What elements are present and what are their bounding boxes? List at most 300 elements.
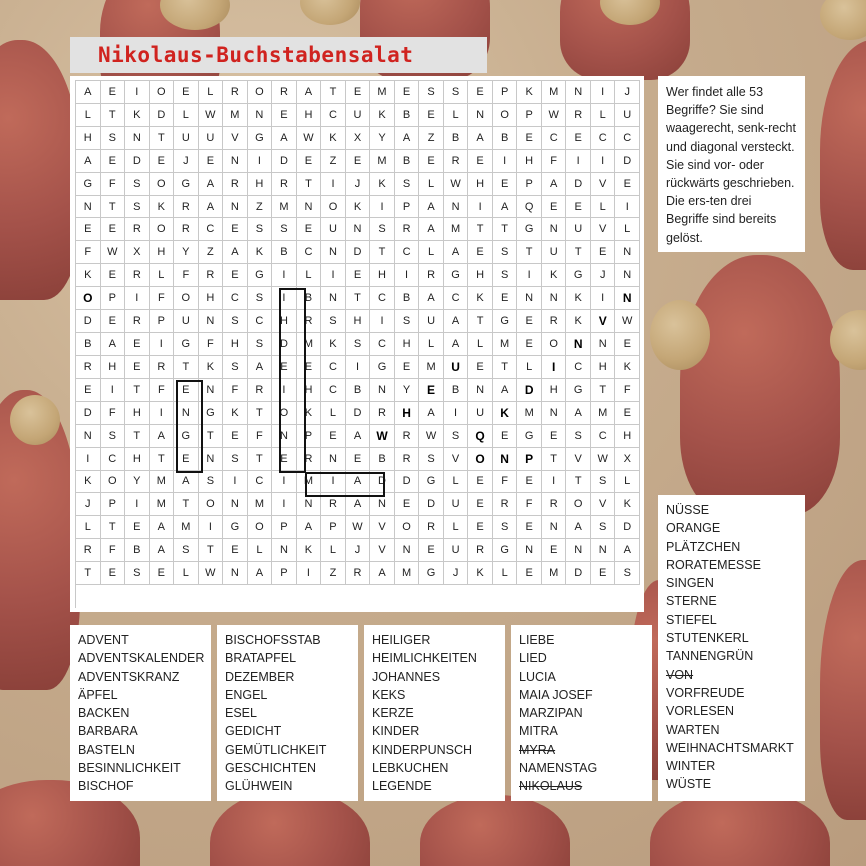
grid-cell[interactable]: A xyxy=(150,516,175,539)
grid-cell[interactable]: S xyxy=(223,448,248,471)
grid-cell[interactable]: Q xyxy=(468,425,493,448)
grid-cell[interactable]: T xyxy=(468,310,493,333)
grid-cell[interactable]: R xyxy=(566,104,591,127)
grid-cell[interactable]: E xyxy=(272,448,297,471)
grid-cell[interactable]: T xyxy=(76,562,101,585)
grid-cell[interactable]: M xyxy=(272,196,297,219)
grid-cell[interactable]: A xyxy=(297,516,322,539)
grid-cell[interactable]: E xyxy=(542,425,567,448)
grid-cell[interactable]: Y xyxy=(370,127,395,150)
grid-cell[interactable]: E xyxy=(419,379,444,402)
grid-cell[interactable]: M xyxy=(297,333,322,356)
grid-cell[interactable]: I xyxy=(517,264,542,287)
grid-cell[interactable]: E xyxy=(517,310,542,333)
grid-cell[interactable]: A xyxy=(248,562,273,585)
grid-cell[interactable]: T xyxy=(297,173,322,196)
grid-cell[interactable]: N xyxy=(591,539,616,562)
grid-cell[interactable]: E xyxy=(150,562,175,585)
grid-cell[interactable]: E xyxy=(101,218,126,241)
grid-cell[interactable]: E xyxy=(223,264,248,287)
grid-cell[interactable]: B xyxy=(395,287,420,310)
grid-cell[interactable]: R xyxy=(174,196,199,219)
grid-cell[interactable]: S xyxy=(321,310,346,333)
grid-cell[interactable]: N xyxy=(542,287,567,310)
grid-cell[interactable]: X xyxy=(615,448,640,471)
grid-cell[interactable]: A xyxy=(419,287,444,310)
grid-cell[interactable]: J xyxy=(346,539,371,562)
grid-cell[interactable]: O xyxy=(542,333,567,356)
grid-cell[interactable]: O xyxy=(174,287,199,310)
grid-cell[interactable]: K xyxy=(370,104,395,127)
grid-cell[interactable]: A xyxy=(248,356,273,379)
grid-cell[interactable]: O xyxy=(321,196,346,219)
grid-cell[interactable]: L xyxy=(419,173,444,196)
grid-cell[interactable]: E xyxy=(321,425,346,448)
grid-cell[interactable]: C xyxy=(248,471,273,494)
grid-cell[interactable]: H xyxy=(395,402,420,425)
grid-cell[interactable]: S xyxy=(199,471,224,494)
grid-cell[interactable]: K xyxy=(199,356,224,379)
grid-cell[interactable]: S xyxy=(419,448,444,471)
grid-cell[interactable]: K xyxy=(297,539,322,562)
grid-cell[interactable]: L xyxy=(76,516,101,539)
grid-cell[interactable]: T xyxy=(591,379,616,402)
grid-cell[interactable]: L xyxy=(321,402,346,425)
grid-cell[interactable]: N xyxy=(223,493,248,516)
grid-cell[interactable]: H xyxy=(468,264,493,287)
grid-cell[interactable]: R xyxy=(297,448,322,471)
grid-cell[interactable]: C xyxy=(370,333,395,356)
grid-cell[interactable]: K xyxy=(517,81,542,104)
grid-cell[interactable]: R xyxy=(199,264,224,287)
grid-cell[interactable]: E xyxy=(346,150,371,173)
grid-cell[interactable]: E xyxy=(174,448,199,471)
grid-cell[interactable]: N xyxy=(199,310,224,333)
grid-cell[interactable]: C xyxy=(591,425,616,448)
grid-cell[interactable]: E xyxy=(395,356,420,379)
grid-cell[interactable]: Q xyxy=(517,196,542,219)
grid-cell[interactable]: N xyxy=(76,425,101,448)
grid-cell[interactable]: E xyxy=(101,81,126,104)
grid-cell[interactable]: A xyxy=(272,127,297,150)
grid-cell[interactable]: V xyxy=(444,448,469,471)
grid-cell[interactable]: V xyxy=(591,218,616,241)
grid-cell[interactable]: S xyxy=(125,562,150,585)
grid-cell[interactable]: E xyxy=(517,127,542,150)
grid-cell[interactable]: A xyxy=(395,127,420,150)
grid-cell[interactable]: I xyxy=(125,81,150,104)
grid-cell[interactable]: H xyxy=(223,333,248,356)
grid-cell[interactable]: M xyxy=(419,356,444,379)
grid-cell[interactable]: J xyxy=(346,173,371,196)
grid-cell[interactable]: P xyxy=(517,104,542,127)
grid-cell[interactable]: T xyxy=(150,127,175,150)
grid-cell[interactable]: L xyxy=(297,264,322,287)
grid-cell[interactable]: C xyxy=(297,241,322,264)
grid-cell[interactable]: M xyxy=(174,516,199,539)
grid-cell[interactable]: T xyxy=(174,493,199,516)
grid-cell[interactable]: G xyxy=(419,471,444,494)
grid-cell[interactable]: P xyxy=(321,516,346,539)
grid-cell[interactable]: S xyxy=(248,218,273,241)
grid-cell[interactable]: I xyxy=(395,264,420,287)
grid-cell[interactable]: K xyxy=(76,471,101,494)
grid-cell[interactable]: S xyxy=(444,81,469,104)
grid-cell[interactable]: L xyxy=(321,539,346,562)
grid-cell[interactable]: L xyxy=(419,241,444,264)
grid-cell[interactable]: E xyxy=(101,562,126,585)
grid-cell[interactable]: E xyxy=(542,539,567,562)
grid-cell[interactable]: U xyxy=(174,310,199,333)
grid-cell[interactable]: K xyxy=(223,402,248,425)
grid-cell[interactable]: M xyxy=(542,81,567,104)
grid-cell[interactable]: T xyxy=(493,218,518,241)
grid-cell[interactable]: K xyxy=(125,104,150,127)
grid-cell[interactable]: S xyxy=(395,173,420,196)
grid-cell[interactable]: E xyxy=(419,104,444,127)
grid-cell[interactable]: G xyxy=(174,173,199,196)
grid-cell[interactable]: G xyxy=(517,218,542,241)
grid-cell[interactable]: C xyxy=(248,310,273,333)
grid-cell[interactable]: F xyxy=(615,379,640,402)
grid-cell[interactable]: E xyxy=(346,264,371,287)
grid-cell[interactable]: B xyxy=(125,539,150,562)
grid-cell[interactable]: I xyxy=(370,310,395,333)
grid-cell[interactable]: C xyxy=(223,287,248,310)
grid-cell[interactable]: A xyxy=(444,241,469,264)
grid-cell[interactable]: U xyxy=(566,218,591,241)
grid-cell[interactable]: M xyxy=(150,493,175,516)
grid-cell[interactable]: E xyxy=(566,196,591,219)
grid-cell[interactable]: T xyxy=(517,241,542,264)
grid-cell[interactable]: K xyxy=(493,402,518,425)
grid-cell[interactable]: E xyxy=(517,471,542,494)
grid-cell[interactable]: N xyxy=(76,196,101,219)
grid-cell[interactable]: P xyxy=(101,493,126,516)
grid-cell[interactable]: L xyxy=(76,104,101,127)
grid-cell[interactable]: R xyxy=(444,150,469,173)
grid-cell[interactable]: N xyxy=(444,196,469,219)
grid-cell[interactable]: N xyxy=(468,104,493,127)
grid-cell[interactable]: I xyxy=(76,448,101,471)
grid-cell[interactable]: N xyxy=(615,287,640,310)
grid-cell[interactable]: Y xyxy=(174,241,199,264)
grid-cell[interactable]: K xyxy=(468,287,493,310)
grid-cell[interactable]: E xyxy=(125,516,150,539)
grid-cell[interactable]: O xyxy=(199,493,224,516)
grid-cell[interactable]: I xyxy=(566,150,591,173)
grid-cell[interactable]: I xyxy=(321,264,346,287)
grid-cell[interactable]: I xyxy=(297,562,322,585)
grid-cell[interactable]: Z xyxy=(321,562,346,585)
grid-cell[interactable]: N xyxy=(566,81,591,104)
grid-cell[interactable]: B xyxy=(297,287,322,310)
grid-cell[interactable]: I xyxy=(199,516,224,539)
grid-cell[interactable]: C xyxy=(370,287,395,310)
grid-cell[interactable]: U xyxy=(615,104,640,127)
grid-cell[interactable]: O xyxy=(272,402,297,425)
grid-cell[interactable]: C xyxy=(615,127,640,150)
grid-cell[interactable]: E xyxy=(346,448,371,471)
grid-cell[interactable]: I xyxy=(591,150,616,173)
grid-cell[interactable]: I xyxy=(615,196,640,219)
grid-cell[interactable]: T xyxy=(566,241,591,264)
grid-cell[interactable]: K xyxy=(76,264,101,287)
grid-cell[interactable]: N xyxy=(542,402,567,425)
grid-cell[interactable]: H xyxy=(125,402,150,425)
grid-cell[interactable]: C xyxy=(321,356,346,379)
grid-cell[interactable]: E xyxy=(101,264,126,287)
grid-cell[interactable]: E xyxy=(223,218,248,241)
grid-cell[interactable]: M xyxy=(150,471,175,494)
grid-cell[interactable]: D xyxy=(76,310,101,333)
grid-cell[interactable]: N xyxy=(395,539,420,562)
grid-cell[interactable]: A xyxy=(199,196,224,219)
grid-cell[interactable]: C xyxy=(321,379,346,402)
grid-cell[interactable]: W xyxy=(444,173,469,196)
grid-cell[interactable]: D xyxy=(76,402,101,425)
grid-cell[interactable]: L xyxy=(248,539,273,562)
grid-cell[interactable]: H xyxy=(346,310,371,333)
grid-cell[interactable]: T xyxy=(125,425,150,448)
grid-cell[interactable]: D xyxy=(615,150,640,173)
grid-cell[interactable]: F xyxy=(150,287,175,310)
grid-cell[interactable]: A xyxy=(566,402,591,425)
grid-cell[interactable]: R xyxy=(468,539,493,562)
grid-cell[interactable]: V xyxy=(566,448,591,471)
grid-cell[interactable]: Z xyxy=(199,241,224,264)
grid-cell[interactable]: I xyxy=(150,333,175,356)
grid-cell[interactable]: I xyxy=(272,264,297,287)
grid-cell[interactable]: E xyxy=(615,333,640,356)
grid-cell[interactable]: G xyxy=(76,173,101,196)
grid-cell[interactable]: R xyxy=(125,310,150,333)
grid-cell[interactable]: E xyxy=(542,196,567,219)
grid-cell[interactable]: I xyxy=(272,379,297,402)
grid-cell[interactable]: A xyxy=(542,173,567,196)
grid-cell[interactable]: T xyxy=(101,196,126,219)
grid-cell[interactable]: R xyxy=(125,264,150,287)
grid-cell[interactable]: E xyxy=(468,150,493,173)
grid-cell[interactable]: B xyxy=(272,241,297,264)
grid-cell[interactable]: E xyxy=(517,333,542,356)
grid-cell[interactable]: E xyxy=(419,150,444,173)
grid-cell[interactable]: A xyxy=(370,562,395,585)
grid-cell[interactable]: S xyxy=(346,333,371,356)
grid-cell[interactable]: E xyxy=(223,425,248,448)
grid-cell[interactable]: D xyxy=(566,173,591,196)
grid-cell[interactable]: C xyxy=(542,127,567,150)
grid-cell[interactable]: E xyxy=(566,127,591,150)
grid-cell[interactable]: M xyxy=(395,562,420,585)
grid-cell[interactable]: H xyxy=(468,173,493,196)
grid-cell[interactable]: B xyxy=(395,150,420,173)
grid-cell[interactable]: V xyxy=(370,516,395,539)
grid-cell[interactable]: N xyxy=(346,218,371,241)
grid-cell[interactable]: I xyxy=(346,356,371,379)
grid-cell[interactable]: I xyxy=(223,471,248,494)
grid-cell[interactable]: O xyxy=(101,471,126,494)
grid-cell[interactable]: E xyxy=(493,287,518,310)
grid-cell[interactable]: U xyxy=(346,104,371,127)
grid-cell[interactable]: D xyxy=(566,562,591,585)
grid-cell[interactable]: N xyxy=(517,287,542,310)
grid-cell[interactable]: K xyxy=(615,356,640,379)
grid-cell[interactable]: J xyxy=(591,264,616,287)
grid-cell[interactable]: F xyxy=(493,471,518,494)
grid-cell[interactable]: S xyxy=(125,196,150,219)
grid-cell[interactable]: D xyxy=(517,379,542,402)
grid-cell[interactable]: P xyxy=(395,196,420,219)
grid-cell[interactable]: T xyxy=(199,539,224,562)
grid-cell[interactable]: S xyxy=(125,173,150,196)
grid-cell[interactable]: K xyxy=(150,196,175,219)
grid-cell[interactable]: S xyxy=(174,539,199,562)
grid-cell[interactable]: A xyxy=(76,150,101,173)
grid-cell[interactable]: H xyxy=(272,310,297,333)
grid-cell[interactable]: I xyxy=(542,471,567,494)
grid-cell[interactable]: N xyxy=(517,539,542,562)
grid-cell[interactable]: U xyxy=(321,218,346,241)
grid-cell[interactable]: D xyxy=(150,104,175,127)
grid-cell[interactable]: R xyxy=(150,356,175,379)
grid-cell[interactable]: S xyxy=(395,310,420,333)
grid-cell[interactable]: H xyxy=(591,356,616,379)
grid-cell[interactable]: F xyxy=(174,264,199,287)
grid-cell[interactable]: E xyxy=(395,81,420,104)
grid-cell[interactable]: U xyxy=(444,539,469,562)
grid-cell[interactable]: A xyxy=(346,493,371,516)
grid-cell[interactable]: A xyxy=(419,218,444,241)
grid-cell[interactable]: R xyxy=(272,173,297,196)
grid-cell[interactable]: O xyxy=(248,81,273,104)
grid-cell[interactable]: P xyxy=(150,310,175,333)
grid-cell[interactable]: M xyxy=(297,471,322,494)
grid-cell[interactable]: E xyxy=(297,150,322,173)
grid-cell[interactable]: S xyxy=(248,333,273,356)
grid-cell[interactable]: I xyxy=(468,196,493,219)
grid-cell[interactable]: M xyxy=(591,402,616,425)
grid-cell[interactable]: G xyxy=(517,425,542,448)
grid-cell[interactable]: T xyxy=(174,356,199,379)
grid-cell[interactable]: B xyxy=(370,448,395,471)
grid-cell[interactable]: P xyxy=(272,562,297,585)
grid-cell[interactable]: N xyxy=(591,333,616,356)
grid-cell[interactable]: W xyxy=(615,310,640,333)
grid-cell[interactable]: N xyxy=(125,127,150,150)
grid-cell[interactable]: E xyxy=(76,218,101,241)
grid-cell[interactable]: B xyxy=(76,333,101,356)
grid-cell[interactable]: L xyxy=(444,104,469,127)
grid-cell[interactable]: R xyxy=(297,310,322,333)
grid-cell[interactable]: E xyxy=(591,562,616,585)
grid-cell[interactable]: S xyxy=(493,264,518,287)
grid-cell[interactable]: N xyxy=(542,516,567,539)
grid-cell[interactable]: R xyxy=(493,493,518,516)
grid-cell[interactable]: S xyxy=(101,425,126,448)
grid-cell[interactable]: N xyxy=(615,264,640,287)
grid-cell[interactable]: K xyxy=(566,310,591,333)
grid-cell[interactable]: L xyxy=(174,104,199,127)
grid-cell[interactable]: H xyxy=(248,173,273,196)
grid-cell[interactable]: I xyxy=(272,493,297,516)
grid-cell[interactable]: K xyxy=(468,562,493,585)
grid-cell[interactable]: U xyxy=(444,493,469,516)
grid-cell[interactable]: K xyxy=(346,196,371,219)
grid-cell[interactable]: R xyxy=(346,562,371,585)
grid-cell[interactable]: I xyxy=(493,150,518,173)
grid-cell[interactable]: R xyxy=(395,425,420,448)
grid-cell[interactable]: P xyxy=(517,448,542,471)
grid-cell[interactable]: T xyxy=(468,218,493,241)
grid-cell[interactable]: W xyxy=(591,448,616,471)
grid-cell[interactable]: J xyxy=(76,493,101,516)
grid-cell[interactable]: X xyxy=(346,127,371,150)
grid-cell[interactable]: S xyxy=(223,356,248,379)
grid-cell[interactable]: N xyxy=(321,448,346,471)
grid-cell[interactable]: A xyxy=(346,425,371,448)
grid-cell[interactable]: E xyxy=(101,150,126,173)
grid-cell[interactable]: T xyxy=(125,379,150,402)
grid-cell[interactable]: D xyxy=(370,471,395,494)
grid-cell[interactable]: N xyxy=(272,539,297,562)
grid-cell[interactable]: G xyxy=(444,264,469,287)
grid-cell[interactable]: A xyxy=(615,539,640,562)
grid-cell[interactable]: I xyxy=(321,471,346,494)
grid-cell[interactable]: K xyxy=(615,493,640,516)
grid-cell[interactable]: W xyxy=(199,562,224,585)
grid-cell[interactable]: T xyxy=(101,516,126,539)
grid-cell[interactable]: I xyxy=(444,402,469,425)
grid-cell[interactable]: H xyxy=(101,356,126,379)
grid-cell[interactable]: S xyxy=(419,81,444,104)
grid-cell[interactable]: W xyxy=(542,104,567,127)
grid-cell[interactable]: K xyxy=(321,127,346,150)
grid-cell[interactable]: M xyxy=(248,493,273,516)
grid-cell[interactable]: G xyxy=(493,539,518,562)
grid-cell[interactable]: Y xyxy=(125,471,150,494)
grid-cell[interactable]: A xyxy=(419,196,444,219)
grid-cell[interactable]: M xyxy=(223,104,248,127)
grid-cell[interactable]: A xyxy=(101,333,126,356)
grid-cell[interactable]: M xyxy=(542,562,567,585)
grid-cell[interactable]: D xyxy=(346,402,371,425)
grid-cell[interactable]: E xyxy=(297,356,322,379)
grid-cell[interactable]: G xyxy=(248,264,273,287)
grid-cell[interactable]: H xyxy=(370,264,395,287)
grid-cell[interactable]: M xyxy=(444,218,469,241)
grid-cell[interactable]: S xyxy=(101,127,126,150)
grid-cell[interactable]: P xyxy=(493,81,518,104)
grid-cell[interactable]: T xyxy=(493,356,518,379)
grid-cell[interactable]: B xyxy=(444,379,469,402)
grid-cell[interactable]: P xyxy=(297,425,322,448)
grid-cell[interactable]: M xyxy=(493,333,518,356)
grid-cell[interactable]: K xyxy=(566,287,591,310)
grid-cell[interactable]: R xyxy=(395,448,420,471)
grid-cell[interactable]: I xyxy=(272,471,297,494)
grid-cell[interactable]: A xyxy=(223,241,248,264)
grid-cell[interactable]: S xyxy=(370,218,395,241)
grid-cell[interactable]: O xyxy=(150,81,175,104)
grid-cell[interactable]: H xyxy=(199,287,224,310)
grid-cell[interactable]: N xyxy=(615,241,640,264)
grid-cell[interactable]: H xyxy=(297,104,322,127)
grid-cell[interactable]: C xyxy=(321,104,346,127)
grid-cell[interactable]: U xyxy=(468,402,493,425)
grid-cell[interactable]: A xyxy=(419,402,444,425)
grid-cell[interactable]: H xyxy=(517,150,542,173)
